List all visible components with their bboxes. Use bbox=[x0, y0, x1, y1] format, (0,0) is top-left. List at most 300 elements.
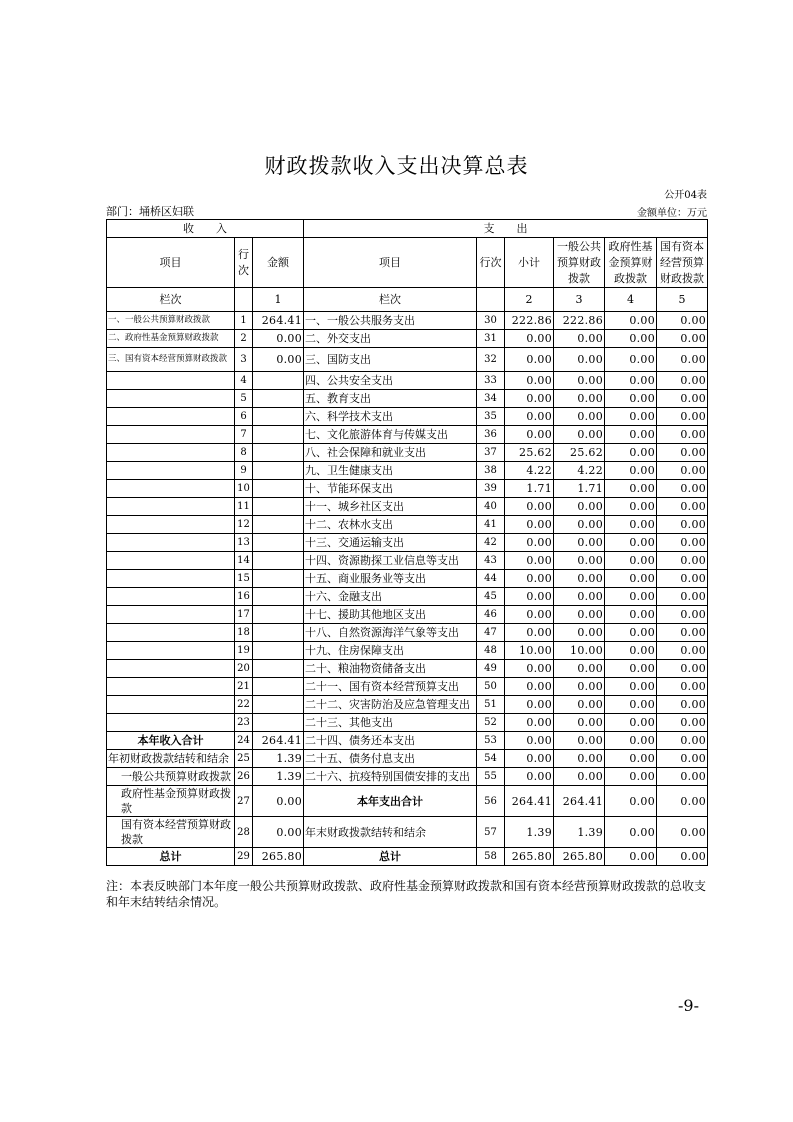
subtotal-cell: 264.41 bbox=[505, 786, 554, 817]
income-row-no-cell: 8 bbox=[235, 444, 253, 462]
state-capital-cell: 0.00 bbox=[657, 768, 708, 786]
general-budget-cell: 1.39 bbox=[554, 817, 605, 848]
income-item-cell bbox=[107, 390, 235, 408]
state-capital-cell: 0.00 bbox=[657, 534, 708, 552]
general-budget-cell: 264.41 bbox=[554, 786, 605, 817]
income-amount-cell bbox=[253, 498, 304, 516]
subtotal-cell: 0.00 bbox=[505, 552, 554, 570]
income-item-cell: 一般公共预算财政拨款 bbox=[107, 768, 235, 786]
state-capital-cell: 0.00 bbox=[657, 312, 708, 330]
income-row-no-cell: 22 bbox=[235, 696, 253, 714]
table-row bbox=[107, 588, 708, 606]
fund-budget-cell: 0.00 bbox=[605, 480, 657, 498]
state-capital-cell: 0.00 bbox=[657, 552, 708, 570]
general-budget-cell: 0.00 bbox=[554, 678, 605, 696]
state-capital-cell: 0.00 bbox=[657, 426, 708, 444]
general-budget-cell: 0.00 bbox=[554, 732, 605, 750]
general-budget-cell: 0.00 bbox=[554, 552, 605, 570]
table-row bbox=[107, 660, 708, 678]
income-amount-cell: 0.00 bbox=[253, 330, 304, 348]
income-amount-header: 金额 bbox=[253, 238, 304, 288]
expense-row-no-cell: 39 bbox=[477, 480, 505, 498]
fund-budget-cell: 0.00 bbox=[605, 312, 657, 330]
table-row bbox=[107, 516, 708, 534]
income-item-cell bbox=[107, 462, 235, 480]
table-row bbox=[107, 696, 708, 714]
state-capital-cell: 0.00 bbox=[657, 606, 708, 624]
state-capital-cell: 0.00 bbox=[657, 516, 708, 534]
income-amount-cell: 264.41 bbox=[253, 312, 304, 330]
fund-budget-cell: 0.00 bbox=[605, 534, 657, 552]
income-amount-cell bbox=[253, 408, 304, 426]
general-budget-cell: 0.00 bbox=[554, 372, 605, 390]
income-item-cell bbox=[107, 714, 235, 732]
general-budget-cell: 0.00 bbox=[554, 624, 605, 642]
form-number: 公开04表 bbox=[664, 190, 707, 201]
fund-budget-cell: 0.00 bbox=[605, 642, 657, 660]
state-capital-cell: 0.00 bbox=[657, 660, 708, 678]
income-row-no-cell: 3 bbox=[235, 348, 253, 372]
expense-row-no-cell: 58 bbox=[477, 848, 505, 866]
income-item-cell bbox=[107, 570, 235, 588]
income-amount-cell bbox=[253, 588, 304, 606]
expense-item-cell: 十五、商业服务业等支出 bbox=[304, 570, 477, 588]
general-budget-cell: 0.00 bbox=[554, 714, 605, 732]
fund-budget-cell: 0.00 bbox=[605, 817, 657, 848]
state-capital-cell: 0.00 bbox=[657, 624, 708, 642]
income-item-cell: 国有资本经营预算财政拨款 bbox=[107, 817, 235, 848]
income-item-header: 项目 bbox=[107, 238, 235, 288]
subtotal-cell: 0.00 bbox=[505, 408, 554, 426]
expense-row-no-cell: 55 bbox=[477, 768, 505, 786]
income-amount-cell bbox=[253, 480, 304, 498]
column-index-1: 1 bbox=[253, 288, 304, 312]
expense-row-no-cell: 36 bbox=[477, 426, 505, 444]
income-item-cell bbox=[107, 696, 235, 714]
fund-budget-cell: 0.00 bbox=[605, 330, 657, 348]
income-row-no-cell: 2 bbox=[235, 330, 253, 348]
state-capital-cell: 0.00 bbox=[657, 330, 708, 348]
table-row bbox=[107, 534, 708, 552]
fund-budget-cell: 0.00 bbox=[605, 660, 657, 678]
fund-budget-cell: 0.00 bbox=[605, 462, 657, 480]
expense-item-cell: 十一、城乡社区支出 bbox=[304, 498, 477, 516]
general-budget-cell: 0.00 bbox=[554, 750, 605, 768]
table-row bbox=[107, 348, 708, 372]
expense-item-cell: 十六、金融支出 bbox=[304, 588, 477, 606]
income-row-no-cell: 16 bbox=[235, 588, 253, 606]
expense-item-cell: 十二、农林水支出 bbox=[304, 516, 477, 534]
expense-item-cell: 二十四、债务还本支出 bbox=[304, 732, 477, 750]
income-item-cell: 二、政府性基金预算财政拨款 bbox=[107, 330, 235, 348]
income-amount-cell bbox=[253, 714, 304, 732]
department-label: 部门：埇桥区妇联 bbox=[106, 205, 194, 218]
fund-budget-cell: 0.00 bbox=[605, 732, 657, 750]
state-capital-cell: 0.00 bbox=[657, 642, 708, 660]
expense-row-no-cell: 56 bbox=[477, 786, 505, 817]
table-row bbox=[107, 750, 708, 768]
subtotal-cell: 0.00 bbox=[505, 426, 554, 444]
income-amount-cell bbox=[253, 552, 304, 570]
expense-header: 支 出 bbox=[304, 220, 708, 238]
income-item-cell bbox=[107, 444, 235, 462]
income-item-cell bbox=[107, 480, 235, 498]
table-row bbox=[107, 678, 708, 696]
income-row-no-cell: 19 bbox=[235, 642, 253, 660]
income-row-no-cell: 14 bbox=[235, 552, 253, 570]
state-capital-cell: 0.00 bbox=[657, 498, 708, 516]
income-amount-cell: 1.39 bbox=[253, 768, 304, 786]
fund-budget-cell: 0.00 bbox=[605, 552, 657, 570]
income-item-cell bbox=[107, 534, 235, 552]
income-item-cell bbox=[107, 426, 235, 444]
expense-row-no-cell: 43 bbox=[477, 552, 505, 570]
fund-budget-cell: 0.00 bbox=[605, 570, 657, 588]
table-row bbox=[107, 570, 708, 588]
fund-budget-cell: 0.00 bbox=[605, 372, 657, 390]
general-budget-cell: 10.00 bbox=[554, 642, 605, 660]
subtotal-cell: 4.22 bbox=[505, 462, 554, 480]
general-budget-cell: 0.00 bbox=[554, 534, 605, 552]
subtotal-cell: 0.00 bbox=[505, 588, 554, 606]
table-row bbox=[107, 768, 708, 786]
fund-budget-cell: 0.00 bbox=[605, 516, 657, 534]
expense-item-cell: 二、外交支出 bbox=[304, 330, 477, 348]
state-capital-cell: 0.00 bbox=[657, 588, 708, 606]
subtotal-cell: 0.00 bbox=[505, 732, 554, 750]
expense-row-no-cell: 40 bbox=[477, 498, 505, 516]
income-row-no-cell: 6 bbox=[235, 408, 253, 426]
subtotal-cell: 0.00 bbox=[505, 516, 554, 534]
state-capital-cell: 0.00 bbox=[657, 678, 708, 696]
income-row-no-cell: 18 bbox=[235, 624, 253, 642]
income-amount-cell bbox=[253, 426, 304, 444]
table-row bbox=[107, 848, 708, 866]
state-capital-cell: 0.00 bbox=[657, 570, 708, 588]
expense-row-no-header: 行次 bbox=[477, 238, 505, 288]
income-amount-cell: 264.41 bbox=[253, 732, 304, 750]
expense-row-no-cell: 45 bbox=[477, 588, 505, 606]
expense-row-no-cell: 37 bbox=[477, 444, 505, 462]
table-row bbox=[107, 606, 708, 624]
general-budget-cell: 0.00 bbox=[554, 390, 605, 408]
income-amount-cell bbox=[253, 516, 304, 534]
expense-row-no-cell: 32 bbox=[477, 348, 505, 372]
column-index-2: 2 bbox=[505, 288, 554, 312]
income-amount-cell: 1.39 bbox=[253, 750, 304, 768]
income-item-cell bbox=[107, 606, 235, 624]
subtotal-cell: 0.00 bbox=[505, 696, 554, 714]
income-row-no-cell: 23 bbox=[235, 714, 253, 732]
expense-item-cell: 五、教育支出 bbox=[304, 390, 477, 408]
income-item-cell bbox=[107, 408, 235, 426]
general-budget-cell: 0.00 bbox=[554, 588, 605, 606]
table-row bbox=[107, 498, 708, 516]
income-row-no-cell: 28 bbox=[235, 817, 253, 848]
subtotal-cell: 0.00 bbox=[505, 390, 554, 408]
fund-budget-cell: 0.00 bbox=[605, 714, 657, 732]
expense-item-cell: 二十五、债务付息支出 bbox=[304, 750, 477, 768]
fund-budget-cell: 0.00 bbox=[605, 606, 657, 624]
table-row bbox=[107, 390, 708, 408]
general-budget-cell: 25.62 bbox=[554, 444, 605, 462]
subtotal-cell: 25.62 bbox=[505, 444, 554, 462]
income-item-cell: 本年收入合计 bbox=[107, 732, 235, 750]
table-row bbox=[107, 372, 708, 390]
subtotal-cell: 222.86 bbox=[505, 312, 554, 330]
income-item-cell: 总计 bbox=[107, 848, 235, 866]
expense-item-cell: 二十二、灾害防治及应急管理支出 bbox=[304, 696, 477, 714]
fund-budget-cell: 0.00 bbox=[605, 588, 657, 606]
expense-item-cell: 二十、粮油物资储备支出 bbox=[304, 660, 477, 678]
expense-row-no-cell: 34 bbox=[477, 390, 505, 408]
general-budget-cell: 0.00 bbox=[554, 696, 605, 714]
expense-row-no-cell: 49 bbox=[477, 660, 505, 678]
income-row-no-cell: 1 bbox=[235, 312, 253, 330]
subtotal-header: 小计 bbox=[505, 238, 554, 288]
fund-budget-cell: 0.00 bbox=[605, 408, 657, 426]
table-row bbox=[107, 642, 708, 660]
income-amount-cell bbox=[253, 624, 304, 642]
expense-row-no-cell: 31 bbox=[477, 330, 505, 348]
page-title: 财政拨款收入支出决算总表 bbox=[264, 154, 529, 178]
fund-budget-cell: 0.00 bbox=[605, 848, 657, 866]
state-capital-cell: 0.00 bbox=[657, 696, 708, 714]
income-amount-cell bbox=[253, 606, 304, 624]
fund-budget-cell: 0.00 bbox=[605, 696, 657, 714]
expense-item-cell: 四、公共安全支出 bbox=[304, 372, 477, 390]
general-budget-cell: 0.00 bbox=[554, 426, 605, 444]
expense-item-cell: 九、卫生健康支出 bbox=[304, 462, 477, 480]
table-row bbox=[107, 480, 708, 498]
table-row bbox=[107, 732, 708, 750]
subtotal-cell: 0.00 bbox=[505, 750, 554, 768]
income-row-no-cell: 5 bbox=[235, 390, 253, 408]
expense-item-cell: 十三、交通运输支出 bbox=[304, 534, 477, 552]
expense-item-cell: 七、文化旅游体育与传媒支出 bbox=[304, 426, 477, 444]
fund-budget-cell: 0.00 bbox=[605, 348, 657, 372]
income-amount-cell: 0.00 bbox=[253, 786, 304, 817]
income-row-no-cell: 15 bbox=[235, 570, 253, 588]
column-index-4: 4 bbox=[605, 288, 657, 312]
income-item-cell: 三、国有资本经营预算财政拨款 bbox=[107, 348, 235, 372]
fund-budget-cell: 0.00 bbox=[605, 768, 657, 786]
income-item-cell bbox=[107, 498, 235, 516]
general-budget-cell: 0.00 bbox=[554, 768, 605, 786]
fund-budget-cell: 0.00 bbox=[605, 426, 657, 444]
income-amount-cell bbox=[253, 534, 304, 552]
table-row bbox=[107, 312, 708, 330]
expense-item-cell: 十九、住房保障支出 bbox=[304, 642, 477, 660]
expense-item-cell: 二十六、抗疫特别国债安排的支出 bbox=[304, 768, 477, 786]
income-amount-cell bbox=[253, 462, 304, 480]
subtotal-cell: 1.39 bbox=[505, 817, 554, 848]
general-budget-cell: 0.00 bbox=[554, 606, 605, 624]
expense-item-cell: 十、节能环保支出 bbox=[304, 480, 477, 498]
expense-item-header: 项目 bbox=[304, 238, 477, 288]
expense-row-no-cell: 52 bbox=[477, 714, 505, 732]
expense-row-no-cell: 57 bbox=[477, 817, 505, 848]
general-budget-header: 一般公共预算财政拨款 bbox=[554, 238, 605, 288]
expense-row-no-cell: 38 bbox=[477, 462, 505, 480]
income-item-cell: 一、一般公共预算财政拨款 bbox=[107, 312, 235, 330]
expense-row-no-cell: 47 bbox=[477, 624, 505, 642]
income-amount-cell bbox=[253, 570, 304, 588]
expense-row-no-cell: 50 bbox=[477, 678, 505, 696]
expense-item-cell: 六、科学技术支出 bbox=[304, 408, 477, 426]
general-budget-cell: 0.00 bbox=[554, 516, 605, 534]
expense-item-cell: 十七、援助其他地区支出 bbox=[304, 606, 477, 624]
subtotal-cell: 0.00 bbox=[505, 534, 554, 552]
income-item-cell bbox=[107, 660, 235, 678]
expense-item-cell: 二十一、国有资本经营预算支出 bbox=[304, 678, 477, 696]
income-row-no-header: 行次 bbox=[235, 238, 253, 288]
subtotal-cell: 0.00 bbox=[505, 348, 554, 372]
subtotal-cell: 0.00 bbox=[505, 498, 554, 516]
income-amount-cell: 0.00 bbox=[253, 348, 304, 372]
general-budget-cell: 265.80 bbox=[554, 848, 605, 866]
income-row-no-cell: 9 bbox=[235, 462, 253, 480]
income-row-no-cell: 20 bbox=[235, 660, 253, 678]
state-capital-cell: 0.00 bbox=[657, 462, 708, 480]
income-row-no-cell: 10 bbox=[235, 480, 253, 498]
expense-item-cell: 十四、资源勘探工业信息等支出 bbox=[304, 552, 477, 570]
expense-row-no-cell: 42 bbox=[477, 534, 505, 552]
expense-item-cell: 一、一般公共服务支出 bbox=[304, 312, 477, 330]
table-row bbox=[107, 426, 708, 444]
table-row bbox=[107, 624, 708, 642]
expense-item-cell: 十八、自然资源海洋气象等支出 bbox=[304, 624, 477, 642]
income-amount-cell bbox=[253, 390, 304, 408]
state-capital-cell: 0.00 bbox=[657, 372, 708, 390]
income-row-no-cell: 21 bbox=[235, 678, 253, 696]
income-item-cell bbox=[107, 678, 235, 696]
fund-budget-header: 政府性基金预算财政拨款 bbox=[605, 238, 657, 288]
income-amount-cell bbox=[253, 642, 304, 660]
state-capital-cell: 0.00 bbox=[657, 348, 708, 372]
income-amount-cell bbox=[253, 444, 304, 462]
amount-unit-label: 金额单位：万元 bbox=[637, 208, 707, 219]
income-header: 收 入 bbox=[107, 220, 304, 238]
expense-row-no-cell: 30 bbox=[477, 312, 505, 330]
table-row bbox=[107, 552, 708, 570]
expense-row-no-cell: 51 bbox=[477, 696, 505, 714]
table-row bbox=[107, 444, 708, 462]
general-budget-cell: 0.00 bbox=[554, 660, 605, 678]
state-capital-cell: 0.00 bbox=[657, 732, 708, 750]
expense-row-no-cell: 53 bbox=[477, 732, 505, 750]
expense-item-cell: 三、国防支出 bbox=[304, 348, 477, 372]
subtotal-cell: 0.00 bbox=[505, 624, 554, 642]
fund-budget-cell: 0.00 bbox=[605, 444, 657, 462]
income-amount-cell bbox=[253, 678, 304, 696]
table-row bbox=[107, 786, 708, 817]
income-row-no-cell: 26 bbox=[235, 768, 253, 786]
state-capital-cell: 0.00 bbox=[657, 848, 708, 866]
state-capital-header: 国有资本经营预算财政拨款 bbox=[657, 238, 708, 288]
table-row bbox=[107, 408, 708, 426]
table-row bbox=[107, 330, 708, 348]
subtotal-cell: 10.00 bbox=[505, 642, 554, 660]
subtotal-cell: 0.00 bbox=[505, 372, 554, 390]
income-item-cell: 政府性基金预算财政拨款 bbox=[107, 786, 235, 817]
fund-budget-cell: 0.00 bbox=[605, 750, 657, 768]
column-index-3: 3 bbox=[554, 288, 605, 312]
subtotal-cell: 1.71 bbox=[505, 480, 554, 498]
table-row bbox=[107, 462, 708, 480]
income-item-cell bbox=[107, 642, 235, 660]
income-amount-cell: 0.00 bbox=[253, 817, 304, 848]
income-item-cell bbox=[107, 552, 235, 570]
expense-row-no-cell: 41 bbox=[477, 516, 505, 534]
income-row-no-cell: 25 bbox=[235, 750, 253, 768]
general-budget-cell: 4.22 bbox=[554, 462, 605, 480]
income-row-no-cell: 13 bbox=[235, 534, 253, 552]
fund-budget-cell: 0.00 bbox=[605, 390, 657, 408]
income-amount-cell: 265.80 bbox=[253, 848, 304, 866]
state-capital-cell: 0.00 bbox=[657, 714, 708, 732]
fund-budget-cell: 0.00 bbox=[605, 678, 657, 696]
income-amount-cell bbox=[253, 660, 304, 678]
fund-budget-cell: 0.00 bbox=[605, 786, 657, 817]
fund-budget-cell: 0.00 bbox=[605, 624, 657, 642]
page-number: -9- bbox=[678, 996, 699, 1015]
expense-item-cell: 年末财政拨款结转和结余 bbox=[304, 817, 477, 848]
column-index-label: 栏次 bbox=[107, 288, 235, 312]
general-budget-cell: 222.86 bbox=[554, 312, 605, 330]
expense-item-cell: 八、社会保障和就业支出 bbox=[304, 444, 477, 462]
table-note: 注：本表反映部门本年度一般公共预算财政拨款、政府性基金预算财政拨款和国有资本经营预算财政拨款的总收支和年末结转结余情况。 bbox=[106, 879, 707, 909]
expense-row-no-cell: 35 bbox=[477, 408, 505, 426]
state-capital-cell: 0.00 bbox=[657, 786, 708, 817]
expense-item-cell: 本年支出合计 bbox=[304, 786, 477, 817]
income-row-no-cell: 7 bbox=[235, 426, 253, 444]
general-budget-cell: 0.00 bbox=[554, 408, 605, 426]
income-row-no-cell: 12 bbox=[235, 516, 253, 534]
expense-row-no-cell: 54 bbox=[477, 750, 505, 768]
subtotal-cell: 0.00 bbox=[505, 570, 554, 588]
income-item-cell: 年初财政拨款结转和结余 bbox=[107, 750, 235, 768]
subtotal-cell: 0.00 bbox=[505, 606, 554, 624]
income-amount-cell bbox=[253, 696, 304, 714]
expense-row-no-cell: 44 bbox=[477, 570, 505, 588]
income-row-no-cell: 17 bbox=[235, 606, 253, 624]
income-row-no-cell: 27 bbox=[235, 786, 253, 817]
income-item-cell bbox=[107, 588, 235, 606]
subtotal-cell: 0.00 bbox=[505, 330, 554, 348]
state-capital-cell: 0.00 bbox=[657, 408, 708, 426]
budget-summary-table bbox=[106, 219, 708, 866]
state-capital-cell: 0.00 bbox=[657, 750, 708, 768]
expense-item-cell: 总计 bbox=[304, 848, 477, 866]
state-capital-cell: 0.00 bbox=[657, 390, 708, 408]
income-row-no-cell: 11 bbox=[235, 498, 253, 516]
state-capital-cell: 0.00 bbox=[657, 480, 708, 498]
income-row-no-cell: 29 bbox=[235, 848, 253, 866]
expense-row-no-cell: 48 bbox=[477, 642, 505, 660]
income-row-no-cell: 24 bbox=[235, 732, 253, 750]
general-budget-cell: 1.71 bbox=[554, 480, 605, 498]
income-item-cell bbox=[107, 624, 235, 642]
subtotal-cell: 0.00 bbox=[505, 660, 554, 678]
general-budget-cell: 0.00 bbox=[554, 498, 605, 516]
subtotal-cell: 0.00 bbox=[505, 714, 554, 732]
general-budget-cell: 0.00 bbox=[554, 330, 605, 348]
column-index-5: 5 bbox=[657, 288, 708, 312]
state-capital-cell: 0.00 bbox=[657, 817, 708, 848]
fund-budget-cell: 0.00 bbox=[605, 498, 657, 516]
general-budget-cell: 0.00 bbox=[554, 570, 605, 588]
